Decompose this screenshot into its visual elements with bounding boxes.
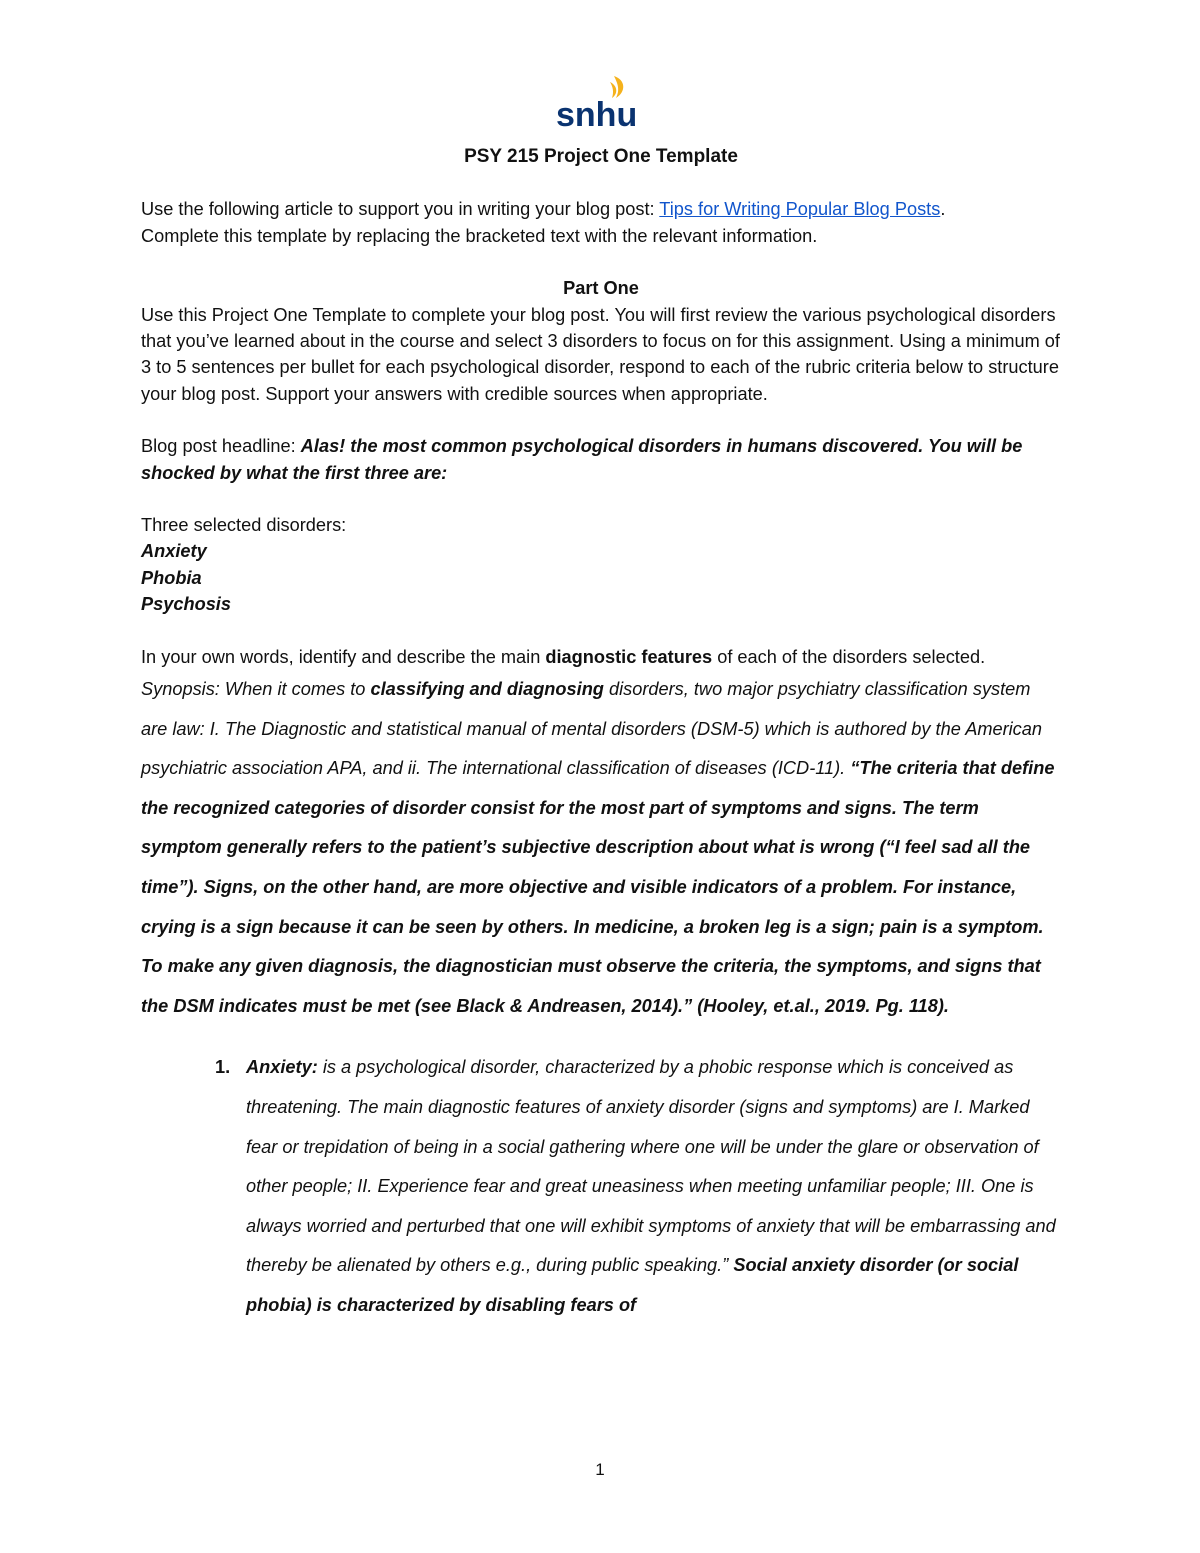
synopsis-a: Synopsis: When it comes to: [141, 679, 371, 700]
synopsis-c: disorders, two major psychiatry classification system are law: I. The Diagnostic and statistical manual of mental disorders (DSM-5) which is authored by the American psychiatric association APA, and ii. The international classification of diseases (ICD-11).: [141, 679, 1043, 779]
page-title: PSY 215 Project One Template: [464, 146, 738, 167]
disorder-list: [141, 1048, 1061, 1325]
disorder-2: Phobia: [141, 567, 202, 588]
intro-line-2: Complete this template by replacing the bracketed text with the relevant information.: [141, 225, 818, 246]
prompt-paragraph: [141, 644, 1061, 670]
page-number: 1: [595, 1460, 605, 1479]
tips-article-link[interactable]: Tips for Writing Popular Blog Posts: [659, 199, 941, 220]
selected-label: Three selected disorders:: [141, 515, 347, 536]
intro-prefix: Use the following article to support you in writing your blog post:: [141, 199, 660, 220]
snhu-logo: [556, 74, 640, 132]
list-item: [141, 1048, 1061, 1325]
item-bold: Social anxiety disorder (or social phobia) is characterized by disabling fears of: [246, 1255, 1019, 1315]
prompt-bold: diagnostic features: [545, 646, 713, 667]
synopsis-paragraph: [141, 670, 1061, 1026]
prompt-prefix: In your own words, identify and describe the main: [141, 646, 546, 667]
headline-value: Alas! the most common psychological disorders in humans discovered. You will be shocked by what the first three are:: [141, 436, 1023, 483]
svg-text:snhu: snhu: [556, 96, 638, 132]
headline-paragraph: [141, 433, 1061, 486]
intro-suffix: .: [940, 199, 946, 220]
list-number: 1.: [215, 1057, 231, 1078]
item-term: Anxiety:: [246, 1057, 318, 1078]
disorder-1: Anxiety: [141, 541, 207, 562]
part-body: Use this Project One Template to complete your blog post. You will first review the various psychological disorders that you’ve learned about in the course and select 3 disorders to focus on for this assignment. Using a minimum of 3 to 5 sentences per bullet for each psychological disorder, respond to each of the rubric criteria below to structure your blog post. Support your answers with credible sources when appropriate.: [141, 304, 1060, 404]
prompt-suffix: of each of the disorders selected.: [712, 646, 986, 667]
synopsis-b: classifying and diagnosing: [370, 679, 604, 700]
headline-label: Blog post headline:: [141, 436, 301, 457]
intro-paragraph: [141, 196, 1061, 222]
snhu-logo-graphic: [556, 74, 640, 132]
document-body: [141, 140, 1061, 1326]
disorder-3: Psychosis: [141, 594, 231, 615]
item-text: is a psychological disorder, characterized by a phobic response which is conceived as threatening. The main diagnostic features of anxiety disorder (signs and symptoms) are I. Marked fear or trepidation of being in a social gathering where one will be under the glare or observation of other people; II. Experience fear and great uneasiness when meeting unfamiliar people; III. One is always worried and perturbed that one will exhibit symptoms of anxiety that will be embarrassing and thereby be alienated by others e.g., during public speaking.”: [246, 1057, 1056, 1276]
quote-text: “The criteria that define the recognized categories of disorder consist for the most part of symptoms and signs. The term symptom generally refers to the patient’s subjective description about what is wrong (“I feel sad all the time”). Signs, on the other hand, are more objective and visible indicators of a problem. For instance, crying is a sign because it can be seen by others. In medicine, a broken leg is a sign; pain is a symptom. To make any given diagnosis, the diagnostician must observe the criteria, the symptoms, and signs that the DSM indicates must be met (see Black & Andreasen, 2014).” (Hooley, et.al., 2019. Pg. 118).: [141, 758, 1055, 1016]
part-heading: Part One: [563, 278, 639, 299]
